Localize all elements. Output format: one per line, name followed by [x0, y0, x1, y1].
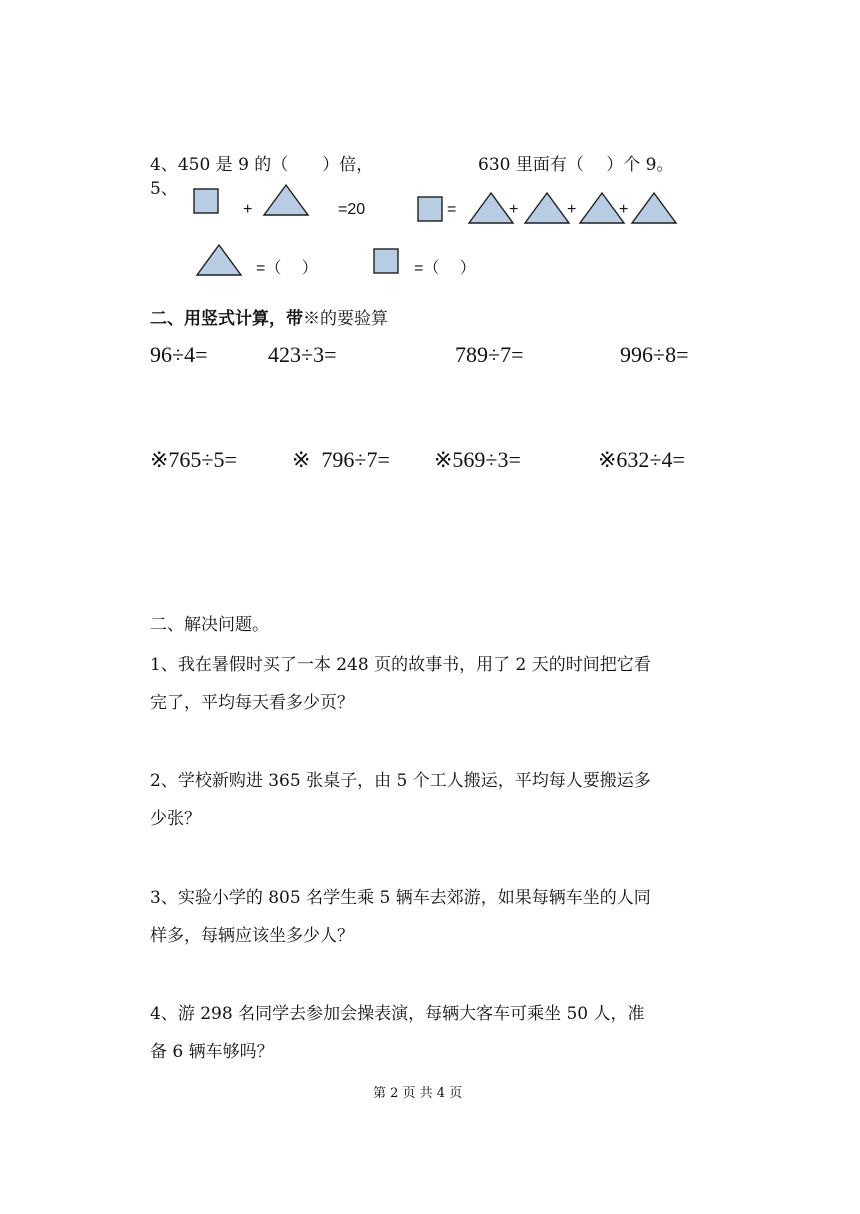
triangle-shape-icon	[263, 184, 309, 216]
calc-item-verify: ※ 796÷7=	[292, 447, 390, 472]
plus-sign: +	[619, 201, 629, 218]
equals-twenty: =20	[338, 201, 366, 218]
problem-line: 2、学校新购进 365 张桌子，由 5 个工人搬运，平均每人要搬运多	[150, 771, 651, 791]
problem-line: 1、我在暑假时买了一本 248 页的故事书，用了 2 天的时间把它看	[150, 655, 651, 675]
q4-left-text: 4、450 是 9 的（ ）倍，	[150, 155, 374, 175]
calc-section-heading	[150, 304, 388, 329]
calc-item-verify: ※632÷4=	[598, 447, 685, 472]
square-shape-icon	[373, 248, 399, 274]
calc-heading-rest: ※的要验算	[303, 309, 388, 329]
problem-line: 少张？	[150, 809, 201, 829]
plus-sign: +	[567, 201, 577, 218]
plus-sign: +	[509, 201, 519, 218]
problem-line: 4、游 298 名同学去参加会操表演，每辆大客车可乘坐 50 人，准	[150, 1004, 645, 1024]
calc-heading-bold: 二、用竖式计算，带	[150, 309, 303, 329]
square-answer-blank: =（ ）	[414, 260, 476, 277]
triangle-shape-icon	[196, 244, 242, 276]
q4-right-text: 630 里面有（ ）个 9。	[478, 155, 674, 175]
triangle-shape-icon	[468, 192, 514, 224]
triangle-answer-blank: =（ ）	[256, 260, 318, 277]
square-shape-icon	[417, 196, 443, 222]
problem-line: 样多，每辆应该坐多少人？	[150, 926, 354, 946]
calc-item: 996÷8=	[620, 342, 689, 367]
q5-label: 5、	[150, 179, 178, 199]
triangle-shape-icon	[631, 192, 677, 224]
square-shape-icon	[193, 188, 219, 214]
calc-item-verify: ※765÷5=	[150, 447, 237, 472]
calc-item: 789÷7=	[455, 342, 524, 367]
problem-line: 备 6 辆车够吗？	[150, 1042, 274, 1062]
problem-line: 完了，平均每天看多少页？	[150, 693, 354, 713]
calc-item-verify: ※569÷3=	[434, 447, 521, 472]
plus-sign: +	[243, 201, 253, 218]
problem-line: 3、实验小学的 805 名学生乘 5 辆车去郊游，如果每辆车坐的人同	[150, 888, 651, 908]
problems-section-heading: 二、解决问题。	[150, 615, 269, 635]
equals-sign: =	[447, 201, 457, 218]
page-footer: 第 2 页 共 4 页	[373, 1086, 463, 1101]
calc-item: 423÷3=	[268, 342, 337, 367]
calc-item: 96÷4=	[150, 342, 208, 367]
triangle-shape-icon	[524, 192, 570, 224]
